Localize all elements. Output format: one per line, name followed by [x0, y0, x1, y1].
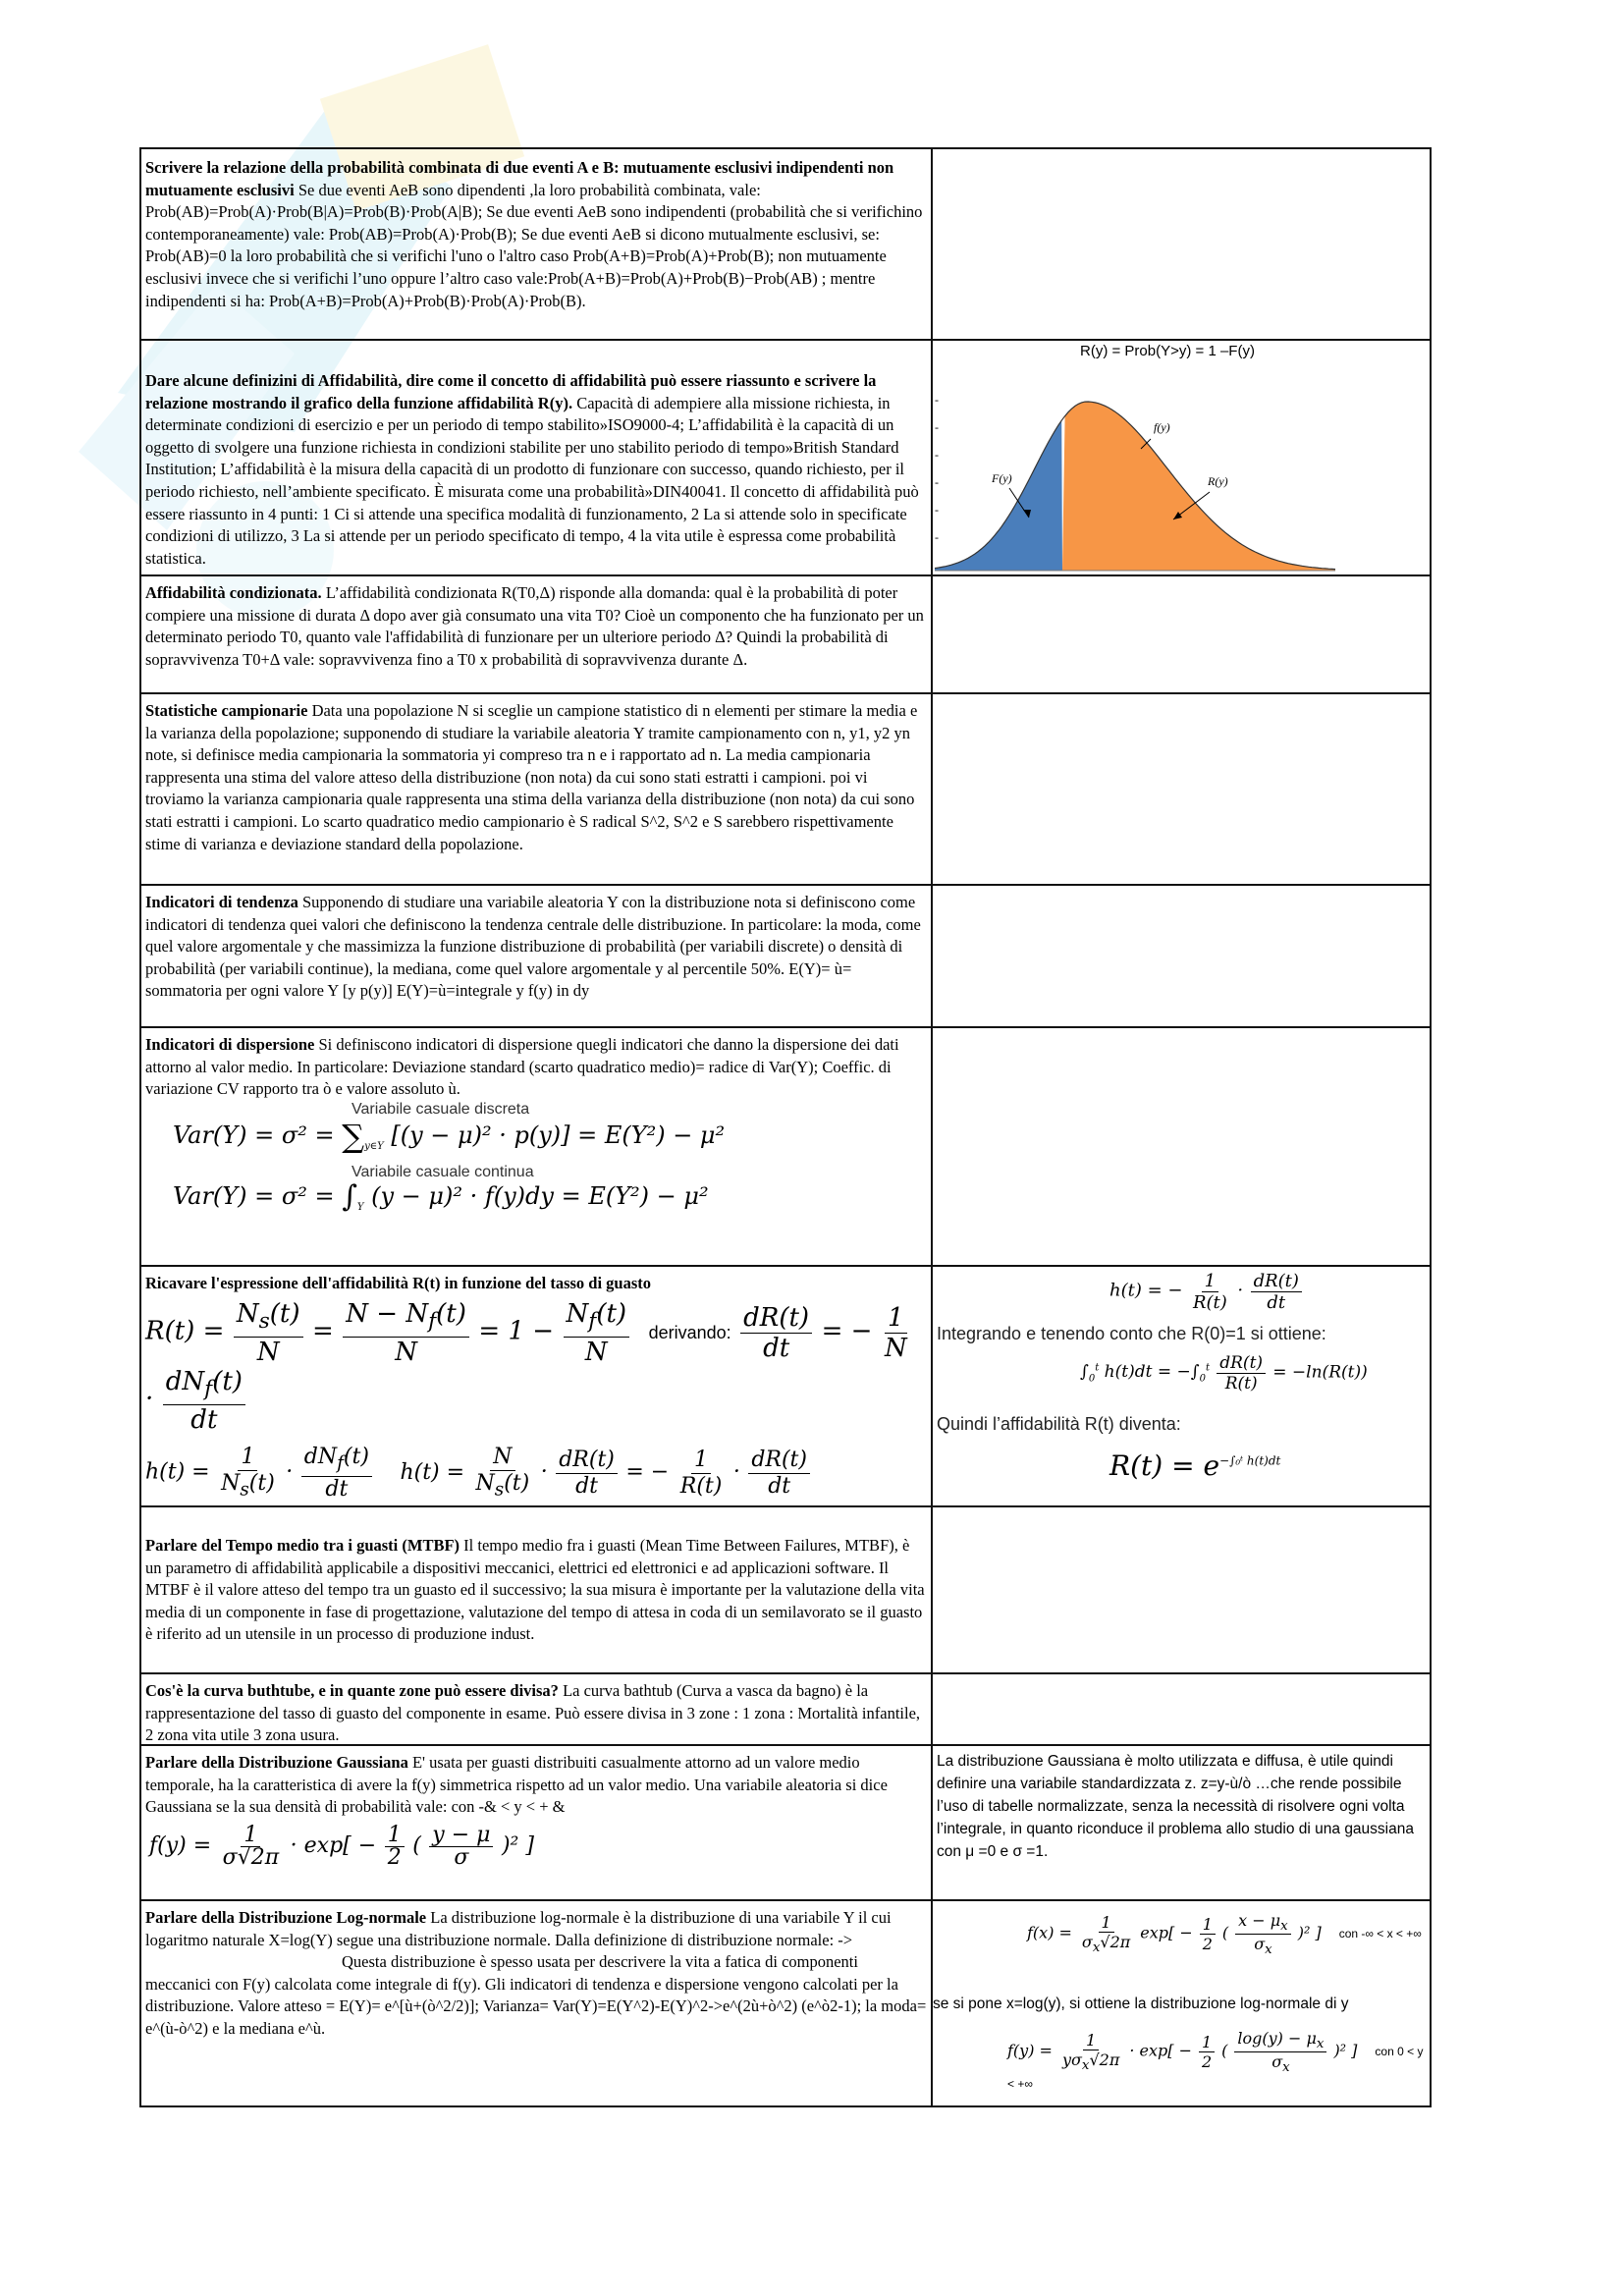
figure-cell	[933, 1267, 1430, 1505]
lognormal-y-formula: f(y) = $\frac{1}{y\sigma_x√2\pi}$ · exp[ − $\frac{1}{2}$ ( $\frac{\log(y) - \mu_x}{\sigma_x}$ )² ] con 0 < y < +∞	[1007, 2029, 1424, 2092]
cumulative-area-F	[935, 420, 1062, 571]
question-title: Affidabilità condizionata.	[145, 583, 322, 602]
answer-text: Il tempo medio fra i guasti (Mean Time Between Failures, MTBF), è un parametro di affidabilità applicabile a dispositivi meccanici, elettrici ed elettronici e ad applicazioni software. Il MTBF è il valore atteso del tempo tra un guasto ed il successivo; la sua misura è importante per la valutazione della vita media di un componente in fase di progettazione, valutazione del tempo di attesa in coda di un semilavorato se il guasto è riferito ad un utensile in un processo di produzione indust.	[145, 1536, 925, 1644]
integral-formula: $\int_0^t$ $h(t)dt = -\int_0^t$ $\frac{dR(t)}{R(t)}$ = −ln(R(t))	[1080, 1353, 1368, 1394]
table-row	[141, 1674, 1430, 1746]
question-title: Parlare della Distribuzione Gaussiana	[145, 1753, 408, 1772]
continuous-variable-label: Variabile casuale continua	[352, 1164, 534, 1181]
table-row	[141, 149, 1430, 341]
tick-mark: -	[935, 503, 939, 517]
answer-text: Se due eventi AeB sono dipendenti ,la loro probabilità combinata, vale: Prob(AB)=Prob(A)·Prob(B|A)=Prob(B)·Prob(A|B); Se due eventi AeB sono indipendenti (probabilità che si verifichino contemporaneamente) vale: Prob(AB)=Prob(A)·Prob(B); Se due eventi AeB si dicono mutualmente esclusivi, se: Prob(AB)=0 la loro probabilità che si verifichi l'uno o l'altro caso Prob(A+B)=Prob(A)+Prob(B); non mutuamente esclusivi invece che si verifichi l’uno oppure l’altro caso vale:Prob(A+B)=Prob(A)+Prob(B)−Prob(AB) ; mentre indipendenti si ha: Prob(A+B)=Prob(A)+Prob(B)·Prob(A)·Prob(B).	[145, 180, 923, 310]
figure-cell	[933, 1507, 1430, 1672]
gaussian-formula: f(y) = $\frac{1}{\sigma√2\pi}$ · exp[ − $\frac{1}{2}$ ( $\frac{y - \mu}{\sigma}$ )² ]	[149, 1822, 534, 1871]
table-row	[141, 576, 1430, 694]
figure-cell	[933, 1746, 1430, 1899]
tick-mark: -	[935, 393, 939, 407]
question-cell	[141, 1901, 933, 2105]
answer-text: Si definiscono indicatori di dispersione quegli indicatori che danno la dispersione dei dati attorno al valor medio. In particolare: Deviazione standard (scarto quadratico medio)= radice di Var(Y); Coeffic. di variazione CV rapporto tra ò e valore assoluto ù.	[145, 1035, 899, 1099]
reliability-exp-formula: $R(t) = e^{-\int_0ᵗ h(t)dt}$	[1109, 1449, 1281, 1482]
y-range-condition: con 0 < y < +∞	[1007, 2045, 1424, 2092]
question-cell	[141, 576, 933, 692]
derivando-label: derivando:	[648, 1323, 731, 1343]
figure-cell	[933, 576, 1430, 692]
figure-cell	[933, 886, 1430, 1026]
reliability-chart	[933, 362, 1345, 574]
lognormal-note: se si pone x=log(y), si ottiene la distribuzione log-normale di y	[933, 1995, 1349, 2012]
tick-mark: -	[935, 448, 939, 462]
table-row	[141, 694, 1430, 886]
question-title: Indicatori di dispersione	[145, 1035, 315, 1054]
answer-text: E' usata per guasti distribuiti casualmente attorno ad un valore medio temporale, ha la caratteristica di avere la f(y) simmetrica rispetto ad un valor medio. Una variabile aleatoria si dice Gaussiana se la sua densità di probabilità vale: con -& < y < + &	[145, 1753, 888, 1817]
integration-text: Integrando e tenendo conto che R(0)=1 si ottiene:	[937, 1324, 1326, 1343]
answer-text: La curva bathtub (Curva a vasca da bagno) è la rappresentazione del tasso di guasto del componente in esame. Può essere divisa in 3 zone : 1 zona : Mortalità infantile, 2 zona vita utile 3 zona usura.	[145, 1681, 921, 1744]
label-f: f(y)	[1154, 420, 1170, 434]
question-cell	[141, 1674, 933, 1744]
question-cell	[141, 1267, 933, 1505]
hazard-formula: h(t) = − $\frac{1}{R(t)}$ · $\frac{dR(t)}{dt}$	[1109, 1271, 1305, 1313]
table-row	[141, 1267, 1430, 1507]
variance-discrete-formula: $Var(Y) = \sigma^2 = \sum_{y\in Y}$ [(y − μ)² · p(y)] = E(Y²) − μ²	[173, 1117, 726, 1155]
question-title: Parlare del Tempo medio tra i guasti (MTBF)	[145, 1536, 460, 1555]
answer-text: La distribuzione log-normale è la distribuzione di una variabile Y il cui logaritmo naturale X=log(Y) segue una distribuzione normale. Dalla definizione di distribuzione normale: ->	[145, 1908, 892, 1949]
question-cell	[141, 149, 933, 339]
standardization-note: La distribuzione Gaussiana è molto utilizzata e diffusa, è utile quindi definire una variabile standardizzata z. z=y-ù/ò …che rende possibile l’uso di tabelle normalizzate, senza la necessità di risolvere ogni volta l’integrale, in quanto riconduce il problema allo studio di una gaussiana con μ =0 e σ =1.	[937, 1753, 1414, 1860]
table-row	[141, 886, 1430, 1028]
table-row	[141, 1901, 1430, 2105]
figure-cell	[933, 694, 1430, 884]
tick-mark: -	[935, 475, 939, 489]
variance-continuous-formula: $Var(Y) = \sigma^2 = \int_Y$ (y − μ)² · f(y)dy = E(Y²) − μ²	[173, 1179, 709, 1215]
answer-text: Supponendo di studiare una variabile aleatoria Y con la distribuzione nota si definiscono come indicatori di tendenza quei valori che definiscono la tendenza centrale delle distribuzione. In particolare: la moda, come quel valore argomentale y che massimizza la funzione distribuzione di probabilità (per variabili discrete) o densità di probabilità (per variabili continue), la mediana, come quel valore argomentale y al percentile 50%. E(Y)= ù= sommatoria per ogni valore Y [y p(y)] E(Y)=ù=integrale y f(y) in dy	[145, 893, 921, 1001]
figure-cell	[933, 1028, 1430, 1265]
question-title: Scrivere la relazione della probabilità combinata di due eventi A e B: mutuamente esclusivi indipendenti non mutuamente esclusivi	[145, 158, 894, 199]
label-F: F(y)	[992, 471, 1012, 485]
answer-text: Data una popolazione N si sceglie un campione statistico di n elementi per stimare la media e la varianza della popolazione; supponendo di studiare la variabile aleatoria Y tramite campionamento con n, y1, y2 yn note, si definisce media campionaria la sommatoria yi compreso tra n e i rapportato ad n. La media campionaria rappresenta una stima del valore atteso della distribuzione (non nota) da cui sono stati estratti i campioni. poi vi troviamo la varianza campionaria quale rappresenta una stima della varianza della distribuzione (non nota) da cui sono stati estratti i campioni. Lo scarto quadratico medio campionario è S radical S^2, S^2 e S sarebbero rispettivamente stime di varianza e deviazione standard della popolazione.	[145, 701, 918, 853]
question-cell	[141, 694, 933, 884]
figure-cell	[933, 1674, 1430, 1744]
figure-cell	[933, 341, 1430, 574]
answer-text: L’affidabilità condizionata R(T0,Δ) risponde alla domanda: qual è la probabilità di poter compiere una missione di durata Δ dopo aver già consumato una vita T0? Cioè un componento che ha funzionato per un determinato periodo T0, quanto vale l'affidabilità di funzionare per un ulteriore periodo Δ? Quindi la probabilità di sopravvivenza T0+Δ vale: sopravvivenza fino a T0 x probabilità di sopravvivenza durante Δ.	[145, 583, 924, 669]
reliability-area-R	[1062, 402, 1335, 571]
normal-x-formula: f(x) = $\frac{1}{\sigma_x√2\pi}$ exp[ − $\frac{1}{2}$ ( $\frac{x - \mu_x}{\sigma_x}$ )² ] con -∞ < x < +∞	[1027, 1911, 1422, 1958]
figure-cell	[933, 149, 1430, 339]
answer-text: Capacità di adempiere alla missione richiesta, in determinate condizioni di esercizio e per un periodo di tempo stabilito»ISO9000-4; L’affidabilità è la capacità di un oggetto di svolgere una funzione richiesta in condizioni stabilite per uno stabilito periodo di tempo»British Standard Institution; L’affidabilità è la misura della capacità di un prodotto di funzionare con successo, quando richiesto, per il periodo richiesto, nell’ambiente specificato. È misurata come una probabilità»DIN40041. Il concetto di affidabilità può essere riassunto in 4 punti: 1 Ci si attende una specifica modalità di funzionamento, 2 La si attende solo in specificate condizioni di utilizzo, 3 La si attende per un periodo specificato di tempo, 4 la vita utile è espressa come probabilità statistica.	[145, 393, 919, 568]
figure-cell	[933, 1901, 1430, 2105]
question-cell	[141, 886, 933, 1026]
question-cell	[141, 1028, 933, 1265]
table-row	[141, 1507, 1430, 1674]
question-cell	[141, 1746, 933, 1899]
table-row	[141, 341, 1430, 576]
tick-mark: -	[935, 420, 939, 434]
question-title: Statistiche campionarie	[145, 701, 308, 720]
label-R: R(y)	[1208, 474, 1228, 488]
table-row	[141, 1028, 1430, 1267]
question-title: Ricavare l'espressione dell'affidabilità R(t) in funzione del tasso di guasto	[145, 1274, 652, 1292]
question-cell	[141, 341, 933, 574]
discrete-variable-label: Variabile casuale discreta	[352, 1100, 530, 1118]
x-range-condition: con -∞ < x < +∞	[1338, 1927, 1422, 1941]
reliability-result-text: Quindi l’affidabilità R(t) diventa:	[937, 1414, 1181, 1434]
qa-table	[139, 147, 1432, 2107]
table-row	[141, 1746, 1430, 1901]
reliability-derivation-1: R(t) = $\frac{N_s(t)}{N}$ = $\frac{N - N_f(t)}{N}$ = 1 − $\frac{N_f(t)}{N}$ derivando: $\frac{dR(t)}{dt}$ = − $\frac{1}{N}$ · $\frac{dN_f(t)}{dt}$	[145, 1298, 907, 1435]
question-title: Parlare della Distribuzione Log-normale	[145, 1908, 427, 1927]
reliability-caption: R(y) = Prob(Y>y) = 1 –F(y)	[1080, 343, 1255, 359]
question-cell	[141, 1507, 933, 1672]
question-title: Dare alcune definizini di Affidabilità, dire come il concetto di affidabilità può essere riassunto e scrivere la relazione mostrando il grafico della funzione affidabilità R(y).	[145, 371, 877, 412]
answer-text: Questa distribuzione è spesso usata per descrivere la vita a fatica di componenti meccanici con F(y) calcolata come integrale di f(y). Gli indicatori di tendenza e dispersione vengono calcolati per la distribuzione. Valore atteso = E(Y)= e^[ù+(ò^2/2)]; Varianza= Var(Y)=E(Y^2)-E(Y)^2->e^(2ù+ò^2) (e^ò2-1); la moda= e^(ù-ò^2) e la mediana e^ù.	[145, 1952, 927, 2038]
question-title: Indicatori di tendenza	[145, 893, 298, 911]
tick-mark: -	[935, 530, 939, 544]
reliability-derivation-2: h(t) = $\frac{1}{N_s(t)}$ · $\frac{dN_f(t)}{dt}$ h(t) = $\frac{N}{N_s(t)}$ · $\frac{dR(t)}{dt}$ = − $\frac{1}{R(t)}$ · $\frac{dR(t)}{dt}$	[145, 1445, 927, 1503]
question-title: Cos'è la curva buthtube, e in quante zone può essere divisa?	[145, 1681, 559, 1700]
